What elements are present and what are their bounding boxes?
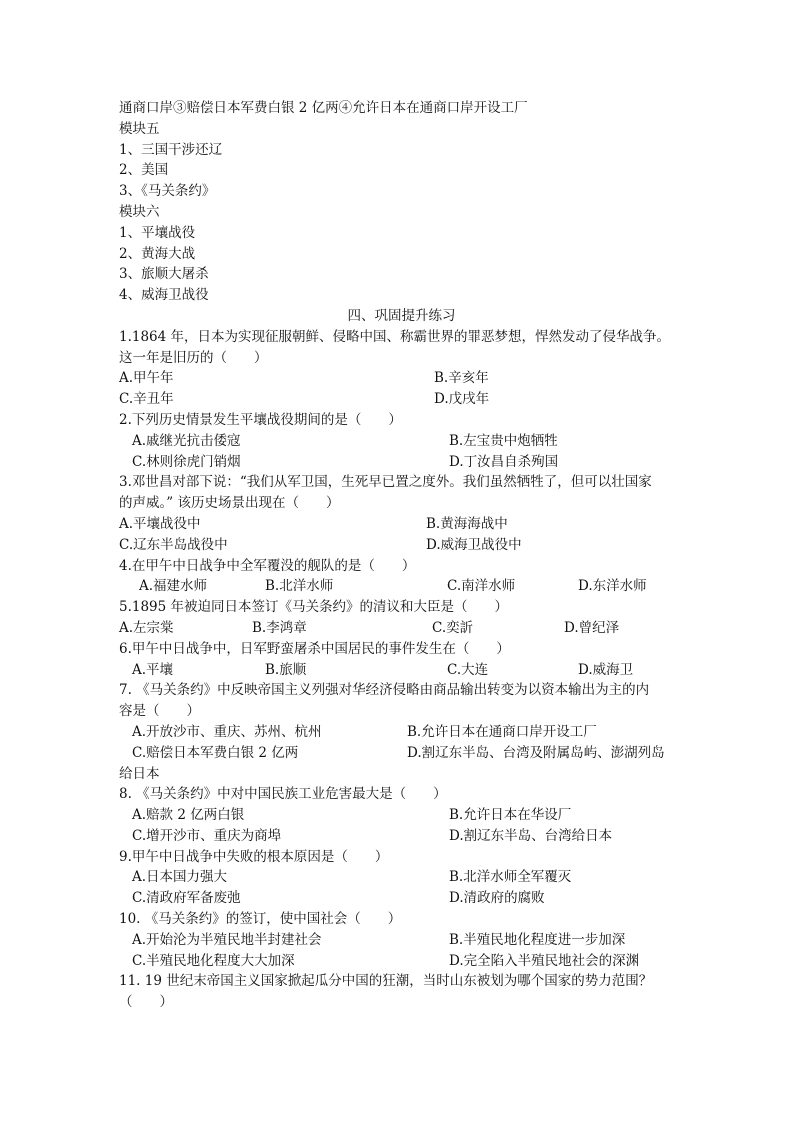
option-row (119, 660, 684, 681)
option-continuation: 给日本 (119, 765, 160, 782)
question-stem: 11. 19 世纪末帝国主义国家掀起瓜分中国的狂潮，当时山东被划为哪个国家的势力范围？ (119, 973, 653, 990)
option-d: D.威海卫战役中 (426, 536, 522, 553)
question-stem: 5.1895 年被迫同日本签订《马关条约》的清议和大臣是（ ） (119, 599, 509, 616)
option-d: D.清政府的腐败 (449, 890, 545, 907)
option-b: B.半殖民地化程度进一步加深 (449, 931, 626, 948)
option-c: C.辛丑年 (119, 391, 174, 408)
option-a: A.左宗棠 (119, 619, 174, 636)
option-a: A.戚继光抗击倭寇 (132, 432, 241, 449)
module5-item: 2、美国 (119, 162, 169, 179)
option-row (119, 368, 684, 389)
option-b: B.黄海海战中 (426, 515, 508, 532)
module6-item: 4、威海卫战役 (119, 287, 209, 304)
option-row (119, 867, 684, 888)
option-row (119, 576, 684, 597)
option-d: D.曾纪泽 (564, 619, 620, 636)
option-b: B.北洋水师 (265, 578, 334, 595)
module5-item: 3、《马关条约》 (119, 183, 216, 200)
module5-item: 1、三国干涉还辽 (119, 141, 223, 158)
question-stem: 7. 《马关条约》中反映帝国主义列强对华经济侵略由商品输出转变为以资本输出为主的内 (119, 682, 650, 699)
option-d: D.威海卫 (578, 661, 634, 678)
option-d: D.丁汝昌自杀殉国 (449, 453, 559, 470)
option-c: C.清政府军备废弛 (132, 890, 241, 907)
option-row (119, 722, 684, 743)
question-stem: 6.甲午中日战争中，日军野蛮屠杀中国居民的事件发生在（ ） (119, 640, 510, 657)
question-stem: 1.1864 年，日本为实现征服朝鲜、侵略中国、称霸世界的罪恶梦想，悍然发动了侵华战争。 (119, 328, 671, 345)
option-row (119, 389, 684, 410)
option-b: B.左宝贵中炮牺牲 (449, 432, 558, 449)
document-content (119, 98, 684, 1013)
option-row (119, 930, 684, 951)
option-row (119, 805, 684, 826)
question-stem: 容是（ ） (119, 703, 200, 720)
option-c: C.奕訢 (432, 619, 474, 636)
option-a: A.甲午年 (119, 370, 174, 387)
option-b: B.北洋水师全军覆灭 (449, 869, 572, 886)
question-stem: 9.甲午中日战争中失败的根本原因是（ ） (119, 848, 389, 865)
option-row (119, 618, 684, 639)
option-c: C.林则徐虎门销烟 (132, 453, 241, 470)
option-d: D.完全陷入半殖民地社会的深渊 (449, 952, 640, 969)
option-a: A.日本国力强大 (132, 869, 228, 886)
module6-item: 2、黄海大战 (119, 245, 196, 262)
option-d: D.戊戌年 (434, 391, 490, 408)
option-row (119, 743, 684, 764)
option-row (119, 514, 684, 535)
option-a: A.开始沦为半殖民地半封建社会 (132, 931, 322, 948)
option-row (119, 431, 684, 452)
option-b: B.辛亥年 (434, 370, 489, 387)
option-row (119, 888, 684, 909)
option-b: B.旅顺 (265, 661, 307, 678)
option-c: C.南洋水师 (447, 578, 516, 595)
option-a: A.开放沙市、重庆、苏州、杭州 (132, 723, 322, 740)
question-stem: 4.在甲午中日战争中全军覆没的舰队的是（ ） (119, 557, 416, 574)
question-stem: 2.下列历史情景发生平壤战役期间的是（ ） (119, 411, 402, 428)
question-stem: 的声威。” 该历史场景出现在（ ） (119, 495, 340, 512)
option-row (119, 452, 684, 473)
question-stem: 这一年是旧历的（ ） (119, 349, 268, 366)
intro-line: 通商口岸③赔偿日本军费白银 2 亿两④允许日本在通商口岸开设工厂 (119, 100, 528, 116)
module6-item: 1、平壤战役 (119, 224, 196, 241)
option-b: B.允许日本在华设厂 (449, 807, 572, 824)
option-d: D.割辽东半岛、台湾及附属岛屿、澎湖列岛 (407, 744, 665, 761)
option-a: A.平壤战役中 (119, 515, 201, 532)
option-b: B.李鸿章 (252, 619, 307, 636)
option-d: D.割辽东半岛、台湾给日本 (449, 827, 613, 844)
question-stem: 8. 《马关条约》中对中国民族工业危害最大是（ ） (119, 786, 447, 803)
option-a: A.福建水师 (139, 578, 208, 595)
option-a: A.赔款 2 亿两白银 (132, 807, 245, 824)
option-c: C.半殖民地化程度大大加深 (132, 952, 295, 969)
option-row (119, 535, 684, 556)
module6-title: 模块六 (119, 203, 160, 220)
option-c: C.大连 (447, 661, 489, 678)
option-a: A.平壤 (132, 661, 174, 678)
option-b: B.允许日本在通商口岸开设工厂 (407, 723, 597, 740)
option-row (119, 826, 684, 847)
question-stem: （ ） (119, 994, 173, 1011)
option-row (119, 951, 684, 972)
question-stem: 3.邓世昌对部下说：“我们从军卫国，生死早已置之度外。我们虽然牺牲了，但可以壮国家 (119, 474, 652, 491)
option-c: C.辽东半岛战役中 (119, 536, 228, 553)
module5-title: 模块五 (119, 120, 160, 137)
option-c: C.赔偿日本军费白银 2 亿两 (132, 744, 299, 761)
question-stem: 10. 《马关条约》的签订，使中国社会（ ） (119, 911, 402, 928)
option-d: D.东洋水师 (578, 578, 647, 595)
section-title: 四、巩固提升练习 (347, 307, 456, 324)
module6-item: 3、旅顺大屠杀 (119, 266, 209, 283)
option-c: C.增开沙市、重庆为商埠 (132, 827, 282, 844)
